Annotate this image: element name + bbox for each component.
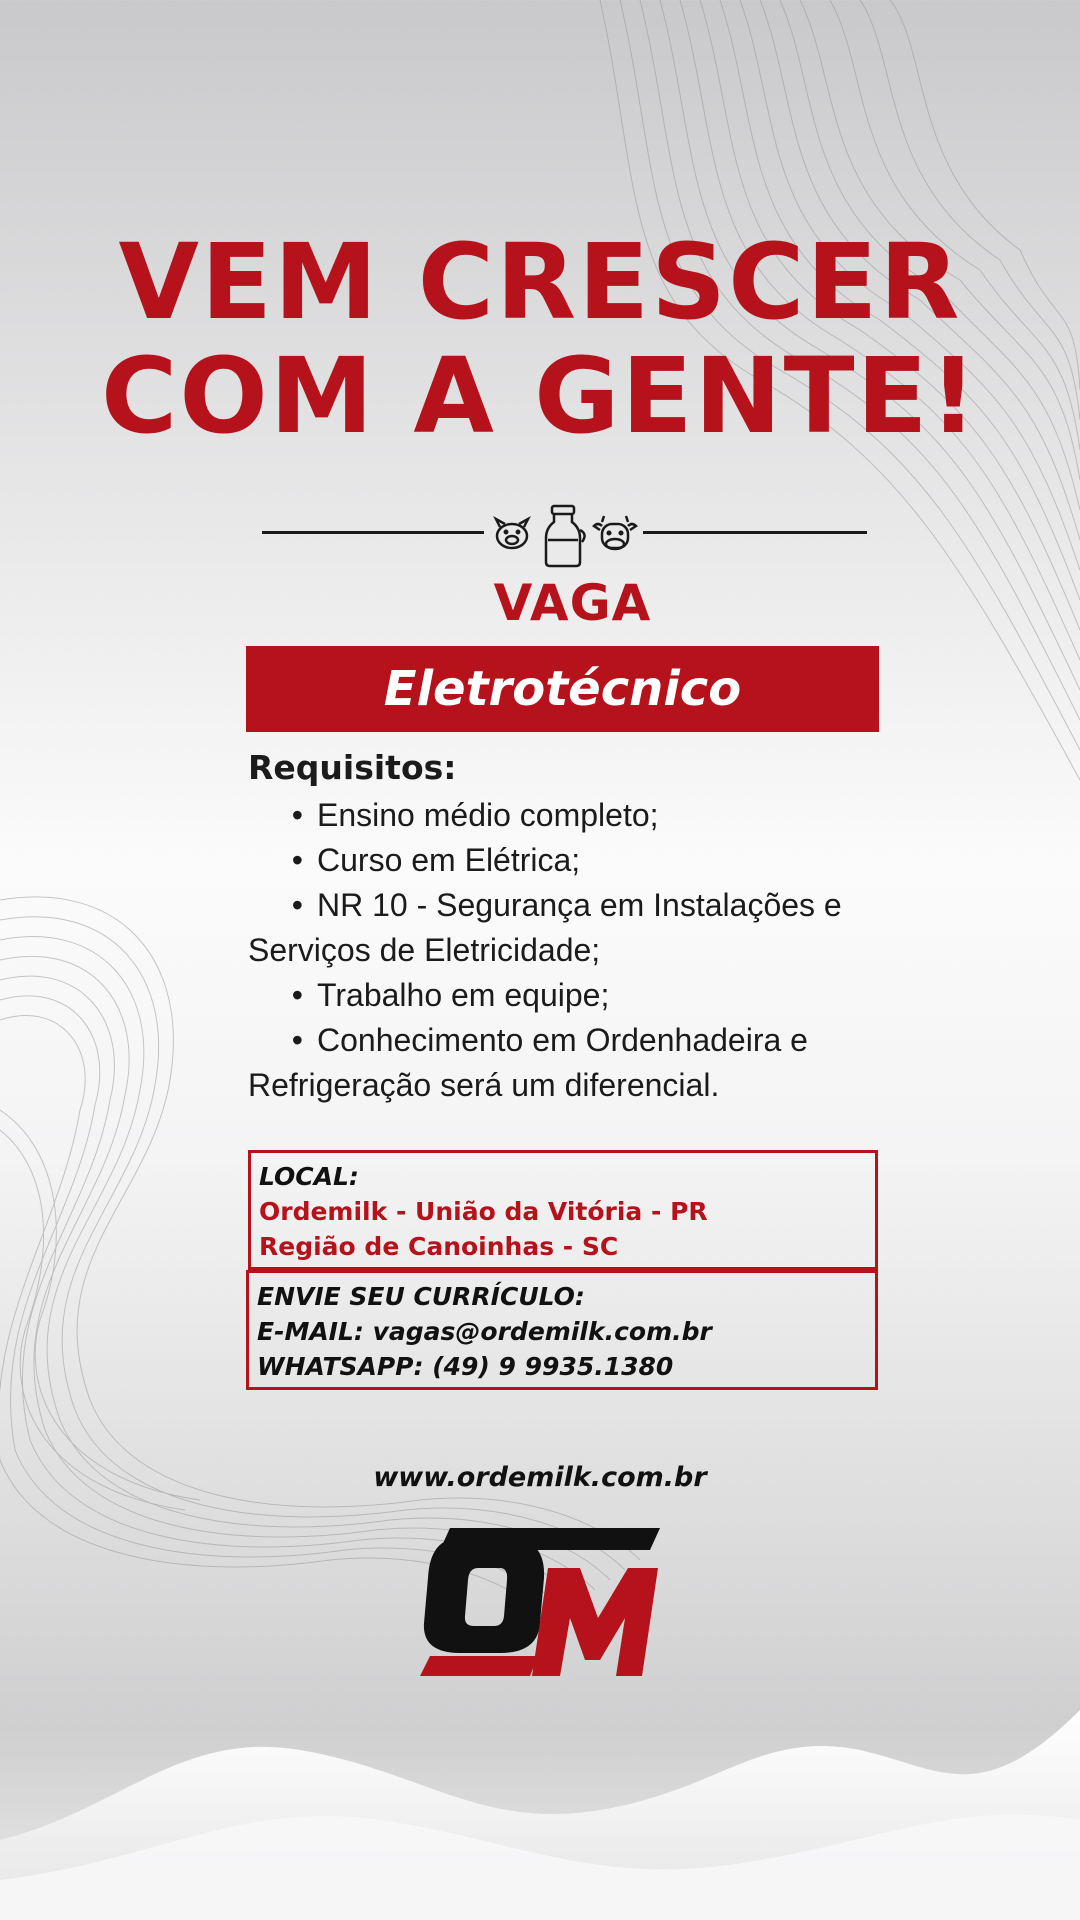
contact-email[interactable]: E-MAIL: vagas@ordemilk.com.br — [257, 1317, 712, 1346]
cow-icon — [594, 516, 636, 549]
list-item-continuation: Serviços de Eletricidade; — [248, 932, 601, 968]
location-line-1: Ordemilk - União da Vitória - PR — [259, 1197, 708, 1226]
list-item-continuation: Refrigeração será um diferencial. — [248, 1067, 720, 1103]
job-title-bar — [246, 646, 879, 732]
requirements-section — [248, 748, 888, 1108]
requirements-heading: Requisitos: — [248, 748, 457, 787]
bullet-icon: • — [291, 887, 303, 923]
job-label: VAGA — [493, 574, 652, 632]
headline-line-2: COM A GENTE! — [101, 335, 979, 457]
list-item: • Trabalho em equipe; — [248, 973, 888, 1018]
divider-line-right — [643, 531, 867, 534]
milk-splash-decoration — [0, 1690, 1080, 1920]
pig-icon — [496, 519, 528, 548]
list-item: • Ensino médio completo; — [248, 793, 888, 838]
contact-whatsapp[interactable]: WHATSAPP: (49) 9 9935.1380 — [257, 1352, 674, 1381]
location-box — [248, 1150, 878, 1270]
bullet-icon: • — [291, 977, 303, 1013]
contact-box — [246, 1270, 878, 1390]
requirements-list — [248, 793, 888, 1108]
location-heading: LOCAL: — [259, 1162, 359, 1191]
website-link[interactable]: www.ordemilk.com.br — [373, 1462, 707, 1493]
bullet-icon: • — [291, 842, 303, 878]
milk-can-icon — [546, 506, 585, 566]
divider-line-left — [262, 531, 484, 534]
list-item: • Conhecimento em Ordenhadeira e — [248, 1018, 888, 1063]
location-line-2: Região de Canoinhas - SC — [259, 1232, 619, 1261]
list-item: • NR 10 - Segurança em Instalações e — [248, 883, 888, 928]
headline-line-1: VEM CRESCER — [118, 221, 962, 343]
job-title: Eletrotécnico — [383, 661, 742, 717]
ordemilk-logo — [420, 1528, 660, 1678]
list-item: • Curso em Elétrica; — [248, 838, 888, 883]
contact-heading: ENVIE SEU CURRÍCULO: — [257, 1282, 585, 1311]
bullet-icon: • — [291, 797, 303, 833]
bullet-icon: • — [291, 1022, 303, 1058]
divider-icons — [490, 500, 640, 570]
